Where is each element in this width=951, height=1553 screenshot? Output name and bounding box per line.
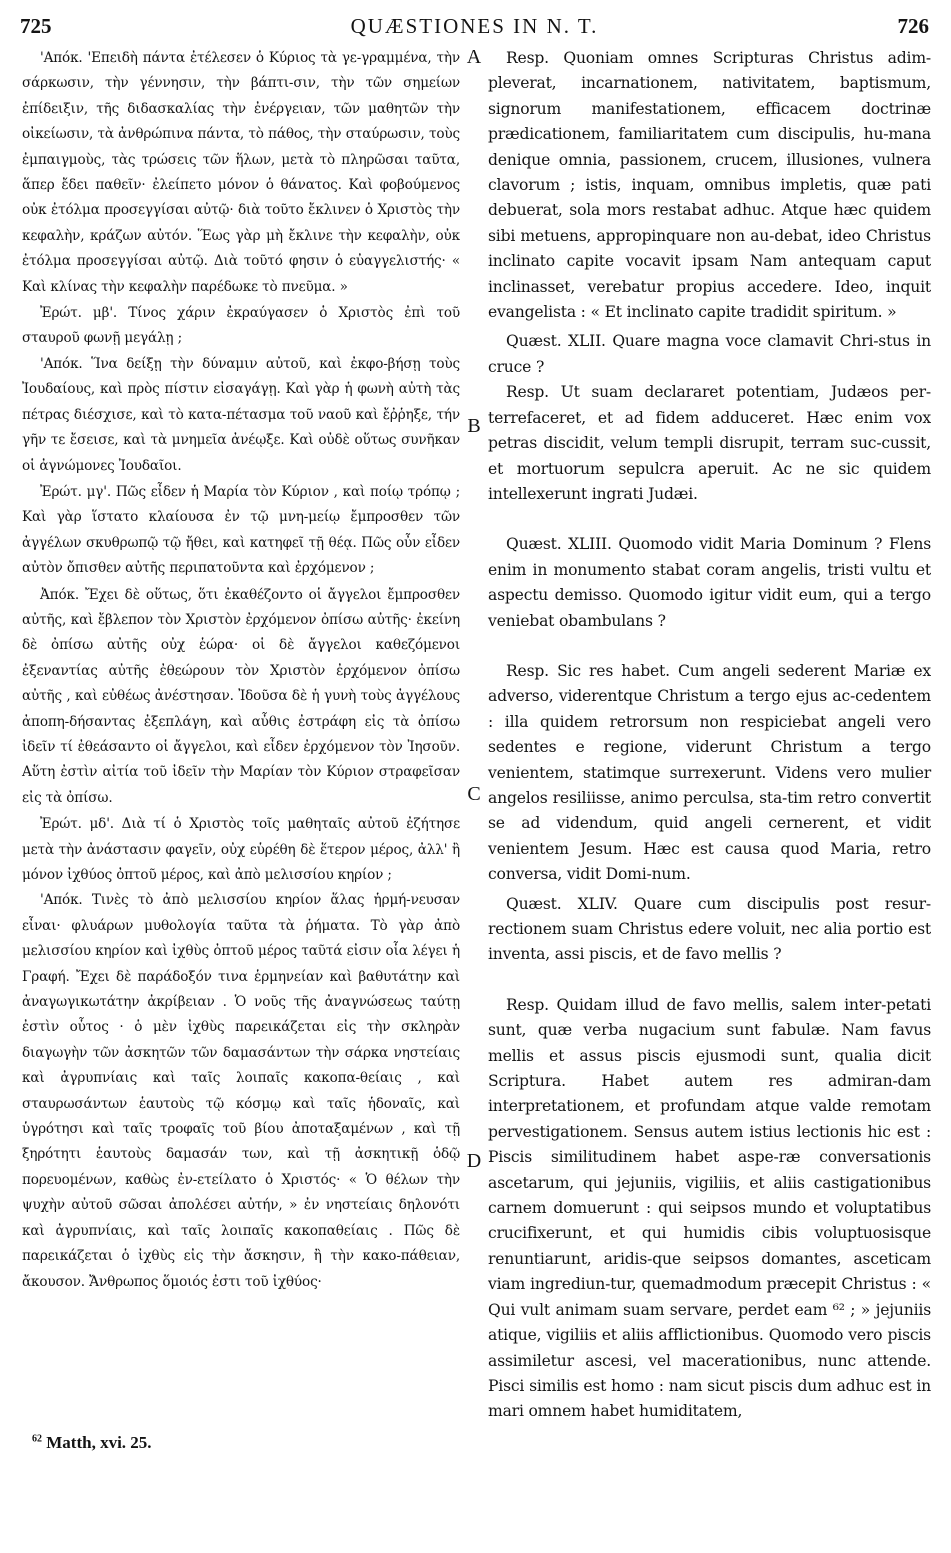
greek-answer-44: 'Απόκ. Τινὲς τὸ ἀπὸ μελισσίου κηρίον ἅλας ἡρμή-νευσαν εἶναι· φλυάρων μυθολογία ταῦτα τὰ ῥήματα. Τὸ γὰρ ἀπὸ μελισσίου κηρίον καὶ ἰχθὺς ὀπτοῦ μέρος ταῦτά εἰσιν οἷα λέγει ἡ Γραφή. Ἔχει δὲ παράδοξόν τινα ἑρμηνείαν καὶ βαθυτάτην καὶ ἀναγωγικωτάτην ἀκρίβειαν . Ὁ νοῦς τῆς ἀναγνώσεως ταύτῃ ἐστὶν οὗτος · ὁ μὲν ἰχθὺς παρεικάζεται εἰς τὴν σκληρὰν διαγωγὴν τῶν ἀσκητῶν τῶν δαμασάντων τὴν σάρκα νηστείαις καὶ ἀγρυπνίαις καὶ ταῖς λοιπαῖς κακοπα-θείαις , καὶ σταυρωσάντων ἑαυτοὺς τῷ κόσμῳ καὶ ταῖς ἡδοναῖς, καὶ ὑγρότησι καὶ ταῖς τροφαῖς τοῦ βίου ἀποταξαμένων , καὶ τῇ ξηρότητι ἑαυτοὺς δαμασάν των, καὶ τῇ ἀσκητικῇ ὁδῷ πορευομένων, καθὼς ἐν-ετείλατο ὁ Χριστός· « Ὁ θέλων τὴν ψυχὴν αὐτοῦ σῶσαι ἀπολέσει αὐτήν, » ἐν νηστείαις δηλονότι καὶ ἀγρυπνίαις, καὶ ταῖς λοιπαῖς κακοπαθείαις . Πῶς δὲ παρεικάζεται ὁ ἰχθὺς εἰς τὴν ἄσκησιν, ἢ τὴν κακο-πάθειαν, ἄκουσον. Ἄνθρωπος ὅμοιός ἐστι τοῦ ἰχθύος· — [22, 892, 460, 1290]
latin-question-43: Quæst. XLIII. Quomodo vidit Maria Dominum ? Flens enim in monumento stabat coram angelis, tristi vultu et aspectu demisso. Quomodo igitur vidit eum, qui a tergo veniebat obambulans ? — [488, 535, 931, 630]
greek-question-42: Ἐρώτ. μβ'. Τίνος χάριν ἐκραύγασεν ὁ Χριστὸς ἐπὶ τοῦ σταυροῦ φωνῇ μεγάλῃ ; — [22, 305, 460, 347]
footnote-text: Matth, xvi. 25. — [46, 1433, 152, 1452]
footnote-number: 62 — [32, 1433, 42, 1445]
greek-answer-42: 'Απόκ. Ἵνα δείξῃ τὴν δύναμιν αὐτοῦ, καὶ ἐκφο-βήσῃ τοὺς Ἰουδαίους, καὶ πρὸς πίστιν εἰσαγάγῃ. Καὶ γὰρ ἡ φωνὴ αὐτὴ τὰς πέτρας διέσχισε, καὶ τὸ κατα-πέτασμα τοῦ ναοῦ καὶ ἔῤῥηξε, τήν γῆν τε ἔσεισε, καὶ τὰ μνημεῖα ἀνέῳξε. Καὶ οὐδὲ οὕτως συνῆκαν οἱ ἀγνώμονες Ἰουδαῖοι. — [22, 355, 460, 474]
greek-answer-43: Ἀπόκ. Ἔχει δὲ οὕτως, ὅτι ἐκαθέζοντο οἱ ἄγγελοι ἔμπροσθεν αὐτῆς, καὶ ἔβλεπον τὸν Χριστὸν ἐρχόμενον ὀπίσω αὐτῆς· ἐκείνη δὲ ὀπίσω αὐτῆς οὐχ ἑώρα· οἱ δὲ ἄγγελοι καθεζόμενοι ἐξεναντίας αὐτῆς ἐθεώρουν τὸν Χριστὸν ἐρχόμενον ὀπίσω αὐτῆς , καὶ εὐθέως ἀνέστησαν. Ἰδοῦσα δὲ ἡ γυνὴ τοὺς ἀγγέλους ἀποπη-δήσαντας ἐξεπλάγη, καὶ αὖθις ἐστράφη εἰς τὰ ὀπίσω ἰδεῖν τί ἐθεάσαντο οἱ ἄγγελοι, καὶ εἶδεν ἐρχόμενον τὸν Ἰησοῦν. Αὕτη ἐστὶν αἰτία τοῦ ἰδεῖν τὴν Μαρίαν τὸν Κύριον στραφεῖσαν εἰς τὰ ὀπίσω. — [22, 586, 460, 806]
greek-question-43: Ἐρώτ. μγ'. Πῶς εἶδεν ἡ Μαρία τὸν Κύριον , καὶ ποίῳ τρόπῳ ; Καὶ γὰρ ἵστατο κλαίουσα ἐν τῷ μνη-μείῳ ἔμπροσθεν τῶν ἀγγέλων σκυθρωπῷ τῷ ἤθει, καὶ κατηφεῖ τῇ θέᾳ. Πῶς οὖν εἶδεν αὐτὸν ὄπισθεν αὐτῆς περιπατοῦντα καὶ ἐρχόμενον ; — [22, 483, 460, 577]
left-page-number: 725 — [20, 14, 52, 38]
greek-question-44: Ἐρώτ. μδ'. Διὰ τί ὁ Χριστὸς τοῖς μαθηταῖς αὐτοῦ ἐζήτησε μετὰ τὴν ἀνάστασιν φαγεῖν, οὐχ εὑρέθη δὲ ἕτερον μέρος, ἀλλ' ἢ μόνον ἰχθύος ὀπτοῦ μέρος, καὶ ἀπὸ μελισσίου κηρίον ; — [22, 816, 460, 883]
latin-question-42: Quæst. XLII. Quare magna voce clamavit Chri-stus in cruce ? — [488, 332, 931, 376]
margin-marker-d: D — [466, 1150, 482, 1172]
right-page-number: 726 — [897, 14, 929, 38]
latin-answer-41: Resp. Quoniam omnes Scripturas Christus adim-pleverat, incarnationem, nativitatem, baptismum, signorum manifestationem, efficacem doctrinæ prædicationem, familiaritatem cum discipulis, hu-mana denique omnia, passionem, crucem, illusiones, vulnera clavorum ; istis, inquam, omnibus impletis, quæ pati debuerat, sola mors restabat adhuc. Atque hæc quidem sibi metuens, appropinquare non au-debat, ideo Christus inclinato capite vocavit ipsam Nam antequam caput inclinasset, verebatur propius accedere. Ideo, inquit evangelista : « Et inclinato capite tradidit spiritum. » — [488, 49, 931, 322]
latin-answer-44: Resp. Quidam illud de favo mellis, salem inter-petati sunt, quæ verba nugacium sunt fabulæ. Nam favus mellis et assus piscis ejusmodi sunt, qualia dicit Scriptura. Habet autem res admiran-dam interpretationem, et profundam atque valde remotam pervestigationem. Sensus autem istius lectionis hic est : Piscis similitudinem habet aspe-ræ conversationis ascetarum, qui jejuniis, vigiliis, et aliis castigationibus carnem domuerunt : qui seipsos mundo et voluptatibus crucifixerunt, et qui humidis cibis voluptuosisque renuntiarunt, aridis-que seipsos domantes, asceticam viam ingrediun-tur, quemadmodum præcepit Christus : « Qui vult animam suam servare, perdet eam ⁶² ; » jejuniis atique, vigiliis et aliis afflictionibus. Quomodo vero piscis assimiletur ascesi, vel macerationibus, nunc attende. Pisci similis est homo : nam sicut piscis dum adhuc est in mari omnem habet humiditatem, — [488, 995, 931, 1421]
latin-question-44: Quæst. XLIV. Quare cum discipulis post resur-rectionem suam Christus edere voluit, nec alia portio est inventa, assi piscis, et de favo mellis ? — [488, 894, 931, 964]
latin-column — [488, 46, 931, 1425]
running-title: QUÆSTIONES IN N. T. — [350, 14, 599, 38]
latin-answer-42: Resp. Ut suam declararet potentiam, Judæos per-terrefaceret, et ad fidem adduceret. Hæc enim vox petras discidit, velum templi disrupit, terram suc-cussit, et mortuorum sepulcra aperuit. Ac ne sic quidem intellexerunt ingrati Judæi. — [488, 383, 931, 503]
margin-marker-b: B — [467, 415, 481, 437]
greek-column — [22, 46, 460, 1295]
footnote — [32, 1433, 152, 1453]
margin-marker-c: C — [467, 783, 481, 805]
margin-marker-a: A — [466, 46, 482, 68]
latin-answer-43: Resp. Sic res habet. Cum angeli sederent Mariæ ex adverso, viderentque Christum a tergo ejus ac-cedentem : illa quidem retrorsum non respiciebat angeli vero sedentes e regione, viderunt Christum a tergo venientem, statimque surrexerunt. Videns vero mulier angelos resiliisse, animo perculsa, sta-tim retro convertit se ad videndum, quid angeli cernerent, et vidit venientem Jesum. Hæc est causa quod Maria, retro conversa, vidit Domi-num. — [488, 661, 931, 884]
greek-answer-41: 'Απόκ. 'Επειδὴ πάντα ἐτέλεσεν ὁ Κύριος τὰ γε-γραμμένα, τὴν σάρκωσιν, τὴν γέννησιν, τὴν βάπτι-σιν, τὴν τῶν σημείων ἐπίδειξιν, τῆς διδασκαλίας τὴν ἐνέργειαν, τῶν μαθητῶν τὴν οἰκείωσιν, τὰ ἀνθρώπινα πάντα, τὸ πάθος, τὴν σταύρωσιν, τοὺς ἐμπαιγμοὺς, τὰς τρώσεις τῶν ἥλων, μετὰ τὸ πληρῶσαι ταῦτα, ἅπερ ἔδει παθεῖν· ἐλείπετο μόνον ὁ θάνατος. Καὶ φοβούμενος οὐκ ἐτόλμα προσεγγίσαι αὐτῷ· διὰ τοῦτο ἔκλινεν ὁ Χριστὸς τὴν κεφαλὴν, κράζων αὐτόν. Ἕως γὰρ μὴ ἔκλινε τὴν κεφαλὴν, οὐκ ἐτόλμα προσεγγίσαι αὐτῷ. Διὰ τοῦτό φησιν ὁ εὐαγγελιστής· « Καὶ κλίνας τὴν κεφαλὴν παρέδωκε τὸ πνεῦμα. » — [22, 50, 460, 295]
running-header — [20, 14, 929, 44]
